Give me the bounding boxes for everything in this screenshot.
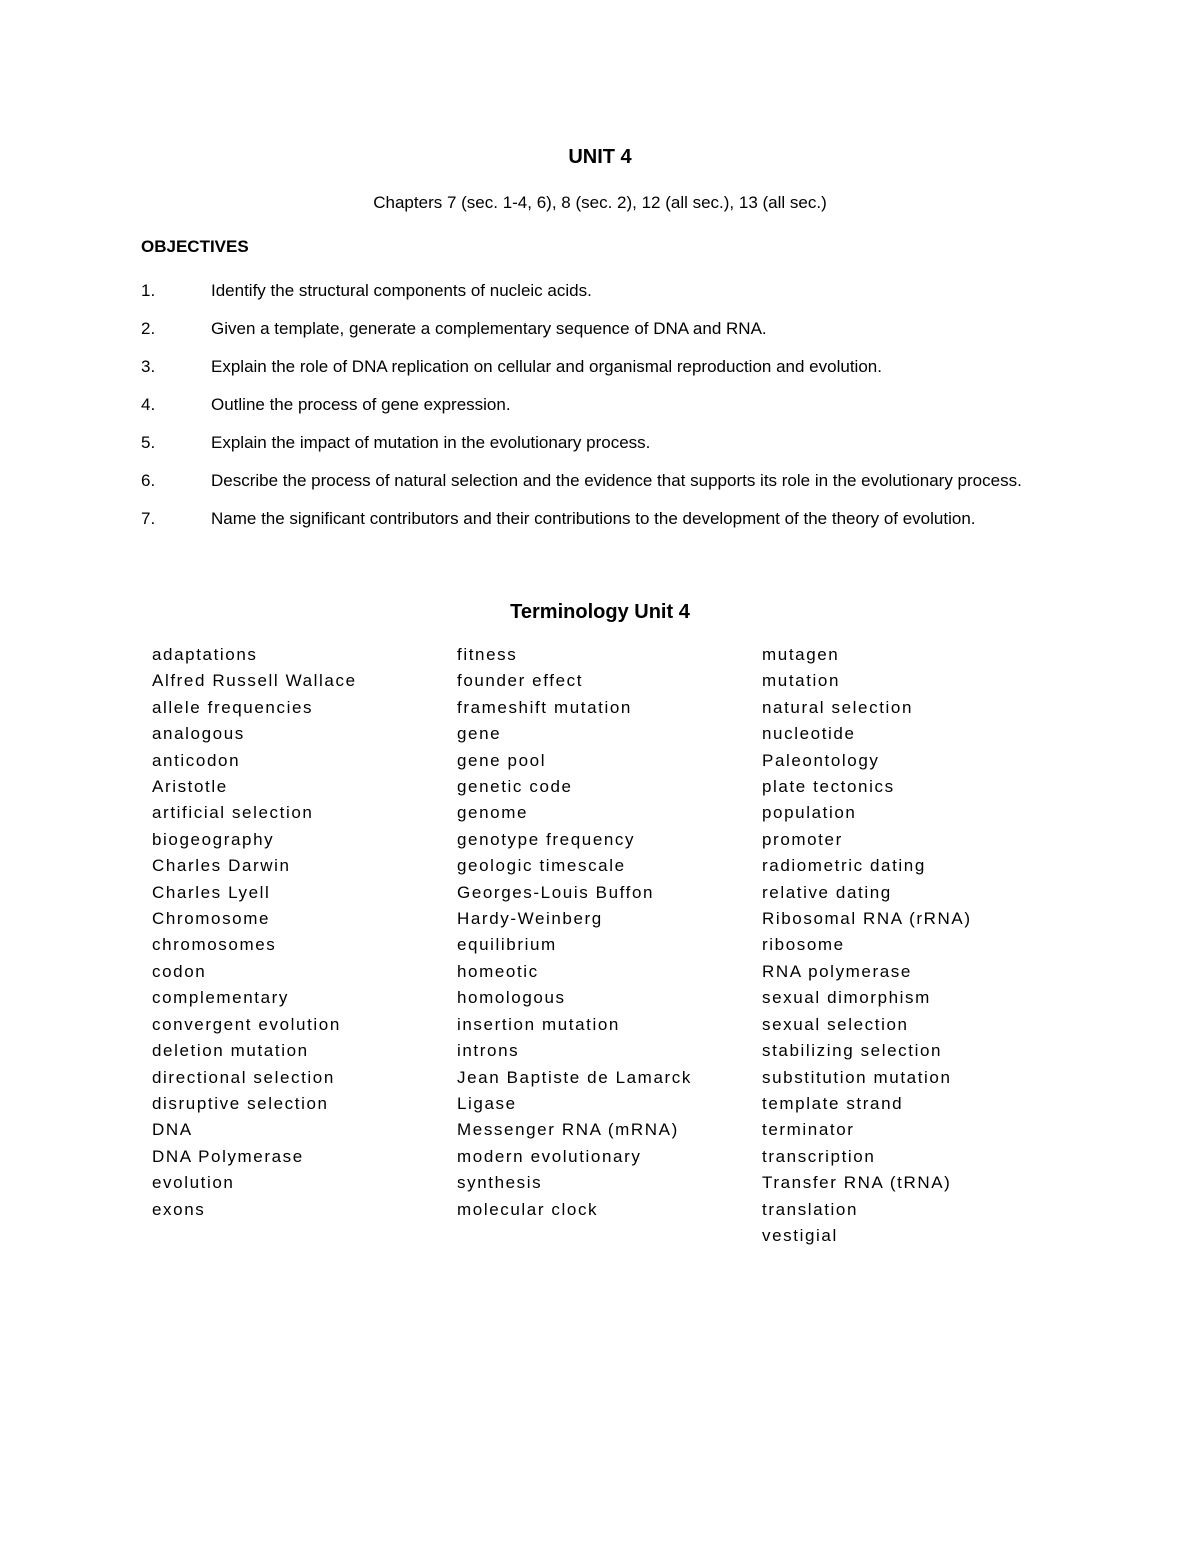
term-item: evolution: [152, 1173, 235, 1193]
terminology-columns: [152, 642, 1072, 1262]
term-item: substitution mutation: [762, 1067, 952, 1087]
term-item: adaptations: [152, 645, 258, 664]
term-item: molecular clock: [457, 1199, 599, 1219]
term-item: Georges-Louis Buffon: [457, 882, 655, 902]
term-item: founder effect: [457, 671, 584, 691]
term-item: chromosomes: [152, 935, 277, 955]
objective-number: 7.: [141, 509, 156, 528]
objective-text: Identify the structural components of nucleic acids.: [211, 281, 592, 300]
term-item: fitness: [457, 645, 518, 664]
term-item: convergent evolution: [152, 1014, 341, 1034]
term-item: exons: [152, 1199, 206, 1219]
term-item: Aristotle: [152, 777, 228, 797]
term-item: terminator: [762, 1120, 855, 1140]
term-item: genetic code: [457, 777, 573, 797]
term-item: transcription: [762, 1146, 876, 1166]
term-item: translation: [762, 1199, 859, 1219]
term-item: ribosome: [762, 935, 845, 955]
terminology-column-3: [762, 642, 972, 1249]
term-item: stabilizing selection: [762, 1041, 943, 1061]
term-item: disruptive selection: [152, 1093, 329, 1113]
objective-item: [141, 316, 1061, 341]
term-item: homeotic: [457, 961, 539, 981]
objectives-list: [141, 278, 1061, 544]
objectives-heading: OBJECTIVES: [141, 237, 249, 256]
term-item: introns: [457, 1041, 520, 1061]
term-item: genotype frequency: [457, 829, 636, 849]
term-item: radiometric dating: [762, 856, 926, 876]
term-item: anticodon: [152, 750, 241, 770]
term-item: Jean Baptiste de Lamarck: [457, 1067, 692, 1087]
page-title: UNIT 4: [568, 146, 632, 168]
term-item: Charles Lyell: [152, 882, 271, 902]
objective-text: Given a template, generate a complementary sequence of DNA and RNA.: [211, 319, 767, 338]
term-item: RNA polymerase: [762, 961, 912, 981]
term-item: biogeography: [152, 829, 275, 849]
term-item: artificial selection: [152, 803, 314, 823]
term-item: DNA: [152, 1120, 193, 1140]
term-item: population: [762, 803, 857, 823]
term-item: modern evolutionary: [457, 1146, 642, 1166]
objective-number: 3.: [141, 357, 156, 376]
objective-text: Name the significant contributors and their contributions to the development of the theory of evolution.: [211, 509, 976, 528]
term-item: frameshift mutation: [457, 697, 632, 717]
objective-number: 5.: [141, 433, 156, 452]
term-item: promoter: [762, 829, 843, 849]
term-item: genome: [457, 803, 529, 823]
term-item: complementary: [152, 988, 290, 1008]
terminology-column-2: [457, 642, 692, 1223]
term-item: codon: [152, 961, 207, 981]
objective-item: [141, 354, 1061, 379]
objective-text: Explain the role of DNA replication on cellular and organismal reproduction and evolution.: [211, 357, 882, 376]
term-item: DNA Polymerase: [152, 1146, 304, 1166]
term-item: insertion mutation: [457, 1014, 620, 1034]
term-item: homologous: [457, 988, 566, 1008]
chapters-line: Chapters 7 (sec. 1-4, 6), 8 (sec. 2), 12 (all sec.), 13 (all sec.): [373, 193, 827, 212]
term-item: synthesis: [457, 1173, 543, 1193]
term-item: analogous: [152, 724, 245, 744]
objective-item: [141, 468, 1061, 493]
term-item: gene: [457, 724, 502, 744]
objective-item: [141, 278, 1061, 303]
term-item: Ligase: [457, 1093, 517, 1113]
term-item: Ribosomal RNA (rRNA): [762, 909, 972, 929]
objective-number: 4.: [141, 395, 156, 414]
term-item: geologic timescale: [457, 856, 626, 876]
term-item: mutation: [762, 671, 841, 691]
objective-number: 6.: [141, 471, 156, 490]
term-item: deletion mutation: [152, 1041, 309, 1061]
term-item: Paleontology: [762, 750, 880, 770]
term-item: gene pool: [457, 750, 547, 770]
term-item: sexual dimorphism: [762, 988, 931, 1008]
objective-text: Explain the impact of mutation in the evolutionary process.: [211, 433, 651, 452]
objective-item: [141, 430, 1061, 455]
term-item: equilibrium: [457, 935, 557, 955]
objective-text: Describe the process of natural selection and the evidence that supports its role in the evolutionary process.: [211, 471, 1022, 490]
term-item: nucleotide: [762, 724, 856, 744]
terminology-heading: Terminology Unit 4: [510, 601, 690, 623]
term-item: Hardy-Weinberg: [457, 909, 603, 929]
term-item: mutagen: [762, 645, 840, 664]
objective-item: [141, 506, 1061, 531]
term-item: Charles Darwin: [152, 856, 291, 876]
term-item: Chromosome: [152, 909, 271, 929]
term-item: vestigial: [762, 1225, 838, 1245]
term-item: Transfer RNA (tRNA): [762, 1173, 952, 1193]
term-item: Messenger RNA (mRNA): [457, 1120, 679, 1140]
objective-item: [141, 392, 1061, 417]
objective-number: 2.: [141, 319, 156, 338]
term-item: Alfred Russell Wallace: [152, 671, 357, 691]
term-item: relative dating: [762, 882, 892, 902]
terminology-column-1: [152, 642, 357, 1223]
term-item: natural selection: [762, 697, 913, 717]
term-item: sexual selection: [762, 1014, 909, 1034]
term-item: directional selection: [152, 1067, 335, 1087]
term-item: template strand: [762, 1093, 904, 1113]
objective-number: 1.: [141, 281, 156, 300]
objective-text: Outline the process of gene expression.: [211, 395, 511, 414]
term-item: allele frequencies: [152, 697, 314, 717]
term-item: plate tectonics: [762, 777, 895, 797]
